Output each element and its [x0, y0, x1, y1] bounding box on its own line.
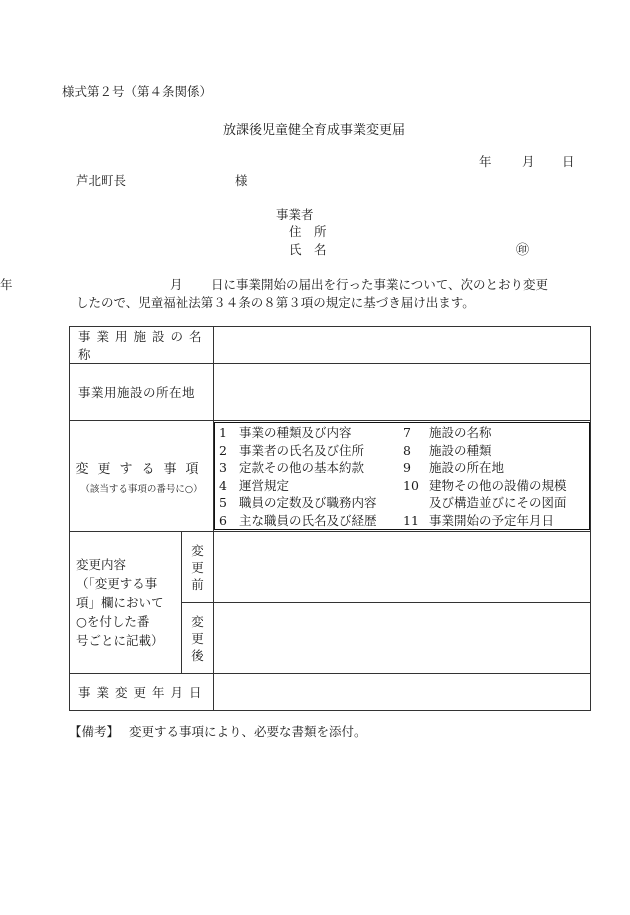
change-item-text: 職員の定数及び職務内容: [239, 495, 377, 510]
addressee-name: 芦北町長: [76, 173, 127, 188]
change-items-label: 変更する事項: [75, 461, 208, 477]
change-item[interactable]: [403, 478, 567, 494]
change-item-text: 主な職員の氏名及び経歴: [239, 512, 377, 528]
change-item-number: 4: [219, 477, 227, 493]
facility-location-field[interactable]: [214, 364, 591, 421]
change-item[interactable]: [219, 460, 364, 476]
operator-label: 事業者: [276, 207, 314, 222]
facility-name-label: 事業用施設の名称: [70, 327, 214, 364]
document-title: 放課後児童健全育成事業変更届: [223, 123, 406, 138]
change-form-table: [69, 326, 591, 711]
after-field[interactable]: [214, 603, 591, 674]
change-item-text: 事業の種類及び内容: [239, 425, 352, 440]
change-item-number: 8: [403, 442, 411, 458]
change-item-number: 7: [403, 425, 411, 440]
remarks-bracket: 【備考】: [69, 724, 120, 739]
change-item-text: 事業者の氏名及び住所: [239, 442, 365, 458]
change-item[interactable]: [403, 443, 492, 459]
change-item[interactable]: [219, 495, 377, 511]
date-month-label: 月: [522, 154, 535, 169]
change-item[interactable]: [403, 460, 504, 476]
change-item-text: 施設の名称: [429, 425, 492, 440]
before-label: 変 更 前: [182, 532, 214, 603]
change-item-text: 定款その他の基本約款: [239, 460, 365, 475]
remarks-text: 変更する事項により、必要な書類を添付。: [129, 724, 367, 739]
change-date-label: 事業変更年月日: [70, 674, 214, 711]
change-item[interactable]: [219, 425, 352, 441]
change-item-number: 9: [403, 460, 411, 475]
body-line1: 日に事業開始の届出を行った事業について、次のとおり変更: [211, 277, 549, 292]
change-item[interactable]: [219, 443, 364, 459]
change-item-text: 施設の種類: [429, 442, 492, 458]
change-item-number: 5: [219, 495, 227, 510]
change-items-cell: [214, 421, 591, 532]
facility-location-label: 事業用施設の所在地: [70, 364, 214, 421]
before-field[interactable]: [214, 532, 591, 603]
change-item[interactable]: [403, 513, 554, 529]
body-year: 年: [0, 277, 13, 292]
seal-mark: ㊞: [516, 243, 530, 258]
addressee-honorific: 様: [235, 173, 248, 188]
operator-address-label: 住 所: [289, 224, 327, 239]
change-date-field[interactable]: [214, 674, 591, 711]
date-year-label: 年: [479, 154, 492, 169]
change-items-label-cell: [70, 421, 214, 532]
change-item-text: 建物その他の設備の規模: [429, 477, 567, 493]
change-detail-label-line: ○を付した番: [76, 614, 150, 629]
change-detail-label-line: 項」欄において: [76, 595, 164, 610]
change-items-note: （該当する事項の番号に○）: [80, 483, 203, 495]
change-item-number: 11: [403, 512, 419, 528]
date-day-label: 日: [562, 154, 575, 169]
operator-name-label: 氏 名: [289, 242, 327, 257]
change-item-text: 及び構造並びにその図面: [429, 495, 567, 510]
remarks-note: [69, 722, 367, 740]
change-item-number: 2: [219, 442, 227, 458]
change-detail-label-line: 変更内容: [76, 557, 127, 572]
change-item-number: 1: [219, 425, 227, 440]
change-item-number: 3: [219, 460, 227, 475]
body-line2: したので、児童福祉法第３４条の８第３項の規定に基づき届け出ます。: [76, 295, 475, 310]
change-detail-label: [76, 555, 181, 650]
change-item[interactable]: [219, 513, 377, 529]
after-label: 変 更 後: [182, 603, 214, 674]
form-number: 様式第２号（第４条関係）: [62, 84, 213, 99]
change-item-text: 事業開始の予定年月日: [429, 512, 555, 528]
change-item[interactable]: [219, 478, 289, 494]
change-detail-label-line: （「変更する事: [76, 576, 158, 591]
change-detail-label-cell: [70, 532, 182, 674]
change-item-number: 6: [219, 512, 227, 528]
change-detail-label-line: 号ごとに記載）: [76, 633, 164, 648]
change-item[interactable]: [403, 425, 492, 441]
change-item-text: 運営規定: [239, 477, 290, 493]
change-items-box: [214, 422, 590, 530]
body-month: 月: [170, 277, 183, 292]
change-item-number: 10: [403, 477, 419, 493]
facility-name-field[interactable]: [214, 327, 591, 364]
change-item-text: 施設の所在地: [429, 460, 505, 475]
change-item[interactable]: [403, 495, 567, 511]
